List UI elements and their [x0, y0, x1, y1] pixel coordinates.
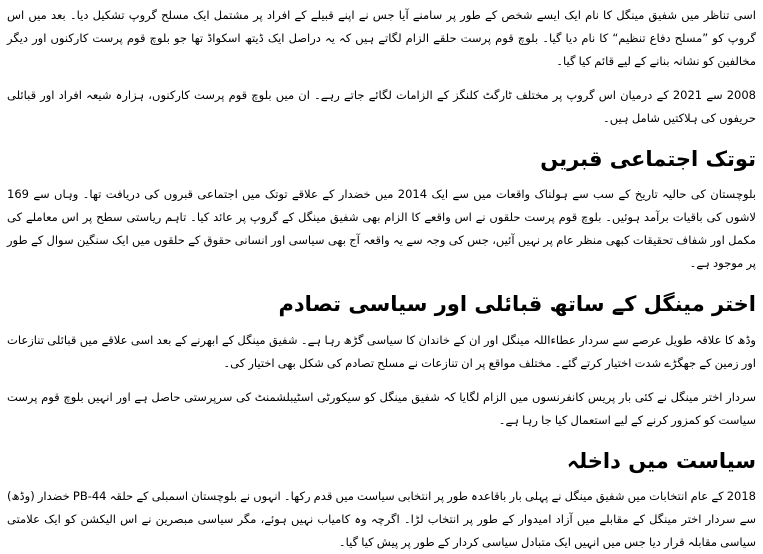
paragraph-armed-group-formation: اسی تناظر میں شفیق مینگل کا نام ایک ایسے شخص کے طور پر سامنے آیا جس نے اپنے قبیلے کے افراد پر مشتمل ایک مسلح گروپ تشکیل دیا۔ بعد میں اس گروپ کو ”مسلح دفاع تنظیم“ کا نام دیا گیا۔ بلوچ قوم پرست حلقے الزام لگاتے ہیں کہ یہ دراصل ایک ڈیتھ اسکواڈ تھا جو بلوچ قوم پرست کارکنوں اور دیگر مخالفین کو نشانہ بنانے کے لیے قائم کیا گیا۔ — [7, 8, 756, 68]
paragraph-2018-elections: 2018 کے عام انتخابات میں شفیق مینگل نے پہلی بار باقاعدہ طور پر انتخابی سیاست میں قدم رکھا۔ انہوں نے بلوچستان اسمبلی کے حلقہ PB-44 خضدار (وڈھ) سے سردار اختر مینگل کے مقابلے میں آزاد امیدوار کے طور پر انتخاب لڑا۔ اگرچہ وہ کامیاب نہیں ہوئے، مگر سیاسی مبصرین نے اس الیکشن کو ایک علامتی سیاسی مقابلہ قرار دیا جس میں انہیں ایک متبادل سیاسی کردار کے طور پر پیش کیا گیا۔ — [7, 489, 756, 550]
paragraph-akhtar-mengal-press-allegations: سردار اختر مینگل نے کئی بار پریس کانفرنسوں میں الزام لگایا کہ شفیق مینگل کو سیکورٹی اسٹیبلشمنٹ کی سرپرستی حاصل ہے اور انہیں بلوچ قوم پرست سیاست کو کمزور کرنے کے لیے استعمال کیا جا رہا ہے۔ — [7, 389, 756, 427]
section-heading-clash-with-akhtar-mengal: اختر مینگل کے ساتھ قبائلی اور سیاسی تصادم — [278, 292, 756, 317]
paragraph-wadh-tribal-disputes: وڈھ کا علاقہ طویل عرصے سے سردار عطاءاللہ مینگل اور ان کے خاندان کا سیاسی گڑھ رہا ہے۔ شفیق مینگل کے ابھرنے کے بعد اسی علاقے میں قبائلی تنازعات اور زمین کے جھگڑے شدت اختیار کرتے گئے۔ مختلف مواقع پر ان تنازعات نے مسلح تصادم کی شکل بھی اختیار کی۔ — [7, 332, 756, 370]
section-heading-totak-mass-graves: توتک اجتماعی قبریں — [540, 147, 756, 171]
section-heading-entry-into-politics: سیاست میں داخلہ — [566, 448, 756, 473]
paragraph-target-killings-allegations: 2008 سے 2021 کے درمیان اس گروپ پر مختلف ٹارگٹ کلنگز کے الزامات لگائے جاتے رہے۔ ان میں بلوچ قوم پرست کارکنوں، ہزارہ شیعہ افراد اور قبائلی حریفوں کی ہلاکتیں شامل ہیں۔ — [7, 88, 756, 125]
paragraph-totak-graves-discovery: بلوچستان کی حالیہ تاریخ کے سب سے ہولناک واقعات میں سے ایک 2014 میں خضدار کے علاقے توتک میں اجتماعی قبروں کی دریافت تھا۔ وہاں سے 169 لاشوں کی باقیات برآمد ہوئیں۔ بلوچ قوم پرست حلقوں نے اس واقعے کا الزام بھی شفیق مینگل کے گروپ پر عائد کیا۔ تاہم ریاستی سطح پر اس معاملے کی مکمل اور شفاف تحقیقات کبھی منظر عام پر نہیں آئیں، جس کی وجہ سے یہ واقعہ آج بھی سیاسی اور انسانی حقوق کے حلقوں میں ایک سنگین سوال کے طور پر موجود ہے۔ — [7, 187, 757, 271]
